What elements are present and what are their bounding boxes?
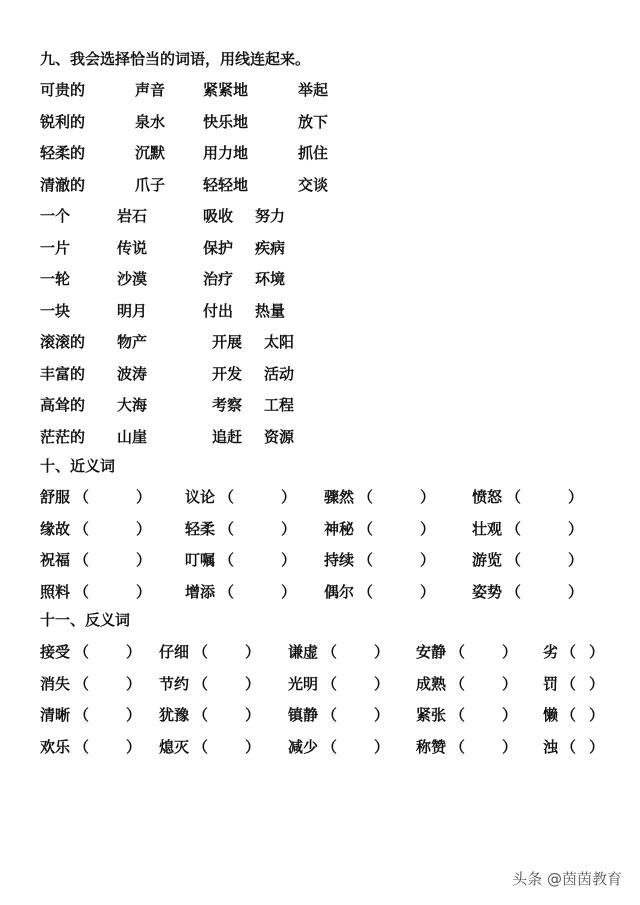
match-row	[0, 237, 640, 261]
paren-close: ）	[568, 551, 584, 569]
antonym-item	[416, 704, 518, 725]
match-word: 吸收	[203, 207, 234, 225]
paren-close: ）	[281, 519, 297, 538]
antonym-item	[416, 736, 518, 757]
synonym-item	[472, 549, 584, 570]
paren-open: （	[193, 706, 209, 724]
antonym-item	[543, 673, 605, 694]
match-word: 波涛	[117, 364, 148, 383]
paren-close: ）	[374, 737, 390, 756]
antonym-word: 浊	[543, 737, 559, 756]
antonym-item	[159, 704, 261, 725]
match-word: 丰富的	[40, 364, 86, 383]
paren-close: ）	[281, 488, 297, 506]
synonym-item	[40, 486, 152, 507]
synonym-word: 增添	[185, 582, 216, 601]
paren-close: ）	[374, 674, 390, 693]
match-word: 轻柔的	[40, 144, 86, 162]
match-row	[0, 331, 640, 355]
match-word: 资源	[264, 427, 295, 446]
match-word: 工程	[264, 396, 295, 414]
paren-close: ）	[136, 519, 152, 538]
section-9-title: 九、我会选择恰当的词语，用线连起来。	[40, 50, 311, 68]
paren-open: （	[74, 737, 90, 756]
antonym-row	[0, 641, 640, 665]
match-word: 沉默	[135, 144, 166, 162]
paren-open: （	[322, 737, 338, 756]
match-word: 付出	[203, 301, 234, 320]
match-word: 一个	[40, 207, 71, 225]
paren-open: （	[450, 643, 466, 661]
antonym-item	[543, 704, 605, 725]
paren-open: （	[561, 674, 577, 693]
paren-open: （	[450, 706, 466, 724]
paren-open: （	[506, 488, 522, 506]
antonym-word: 减少	[288, 737, 319, 756]
synonym-item	[185, 518, 297, 539]
match-word: 茫茫的	[40, 427, 86, 446]
paren-open: （	[322, 706, 338, 724]
synonym-item	[40, 581, 152, 602]
match-row	[0, 205, 640, 229]
paren-open: （	[219, 519, 235, 538]
paren-close: ）	[126, 674, 142, 693]
match-word: 传说	[117, 238, 148, 257]
antonym-row	[0, 704, 640, 728]
paren-open: （	[450, 737, 466, 756]
paren-close: ）	[568, 582, 584, 601]
synonym-word: 轻柔	[185, 519, 216, 538]
watermark: 头条 @茵茵教育	[512, 870, 622, 888]
paren-close: ）	[126, 737, 142, 756]
antonym-word: 欢乐	[40, 737, 71, 756]
synonym-item	[40, 549, 152, 570]
synonym-item	[40, 518, 152, 539]
match-word: 抓住	[298, 144, 329, 162]
match-word: 考察	[212, 396, 243, 414]
paren-close: ）	[568, 488, 584, 506]
synonym-item	[324, 518, 436, 539]
synonym-row	[0, 486, 640, 510]
match-row	[0, 79, 640, 103]
synonym-item	[324, 486, 436, 507]
paren-close: ）	[245, 643, 261, 661]
paren-close: ）	[589, 706, 605, 724]
match-row	[0, 426, 640, 450]
match-word: 放下	[298, 112, 329, 131]
match-word: 保护	[203, 238, 234, 257]
synonym-row	[0, 549, 640, 573]
paren-close: ）	[502, 674, 518, 693]
match-word: 滚滚的	[40, 333, 86, 351]
paren-open: （	[506, 551, 522, 569]
synonym-word: 姿势	[472, 582, 503, 601]
synonym-item	[472, 518, 584, 539]
paren-open: （	[561, 643, 577, 661]
paren-open: （	[219, 582, 235, 601]
paren-close: ）	[568, 519, 584, 538]
paren-close: ）	[420, 551, 436, 569]
antonym-item	[40, 641, 142, 662]
paren-open: （	[219, 488, 235, 506]
paren-close: ）	[281, 582, 297, 601]
match-word: 用力地	[203, 144, 249, 162]
synonym-word: 缘故	[40, 519, 71, 538]
match-word: 环境	[255, 270, 286, 288]
paren-close: ）	[502, 737, 518, 756]
synonym-word: 舒服	[40, 488, 71, 506]
paren-close: ）	[245, 737, 261, 756]
antonym-word: 劣	[543, 643, 559, 661]
paren-open: （	[450, 674, 466, 693]
antonym-item	[40, 673, 142, 694]
paren-open: （	[358, 551, 374, 569]
match-word: 追赶	[212, 427, 243, 446]
antonym-word: 罚	[543, 674, 559, 693]
antonym-word: 谦虚	[288, 643, 319, 661]
paren-close: ）	[502, 643, 518, 661]
antonym-item	[159, 673, 261, 694]
match-word: 岩石	[117, 207, 148, 225]
synonym-word: 壮观	[472, 519, 503, 538]
match-word: 交谈	[298, 175, 329, 194]
paren-open: （	[358, 519, 374, 538]
paren-open: （	[193, 674, 209, 693]
match-word: 高耸的	[40, 396, 86, 414]
paren-open: （	[561, 706, 577, 724]
match-word: 清澈的	[40, 175, 86, 194]
synonym-word: 偶尔	[324, 582, 355, 601]
synonym-word: 叮嘱	[185, 551, 216, 569]
paren-close: ）	[245, 674, 261, 693]
match-row	[0, 394, 640, 418]
synonym-word: 议论	[185, 488, 216, 506]
match-word: 太阳	[264, 333, 295, 351]
match-word: 努力	[255, 207, 286, 225]
antonym-word: 紧张	[416, 706, 447, 724]
paren-open: （	[74, 551, 90, 569]
match-word: 明月	[117, 301, 148, 320]
antonym-word: 犹豫	[159, 706, 190, 724]
antonym-row	[0, 673, 640, 697]
antonym-word: 熄灭	[159, 737, 190, 756]
paren-open: （	[193, 737, 209, 756]
synonym-item	[324, 549, 436, 570]
match-word: 热量	[255, 301, 286, 320]
match-row	[0, 363, 640, 387]
match-word: 快乐地	[203, 112, 249, 131]
paren-open: （	[358, 582, 374, 601]
antonym-item	[159, 736, 261, 757]
paren-open: （	[358, 488, 374, 506]
match-word: 举起	[298, 81, 329, 99]
paren-close: ）	[245, 706, 261, 724]
paren-open: （	[193, 643, 209, 661]
antonym-item	[159, 641, 261, 662]
antonym-item	[288, 641, 390, 662]
synonym-word: 照料	[40, 582, 71, 601]
paren-close: ）	[420, 582, 436, 601]
match-row	[0, 111, 640, 135]
paren-open: （	[322, 643, 338, 661]
match-word: 轻轻地	[203, 175, 249, 194]
antonym-row	[0, 736, 640, 760]
match-word: 紧紧地	[203, 81, 249, 99]
match-word: 声音	[135, 81, 166, 99]
synonym-word: 神秘	[324, 519, 355, 538]
antonym-item	[416, 641, 518, 662]
synonym-word: 骤然	[324, 488, 355, 506]
synonym-item	[185, 486, 297, 507]
paren-open: （	[74, 674, 90, 693]
paren-close: ）	[589, 643, 605, 661]
match-word: 活动	[264, 364, 295, 383]
paren-close: ）	[589, 737, 605, 756]
synonym-row	[0, 518, 640, 542]
antonym-word: 镇静	[288, 706, 319, 724]
antonym-word: 消失	[40, 674, 71, 693]
synonym-item	[472, 581, 584, 602]
match-word: 锐利的	[40, 112, 86, 131]
paren-close: ）	[502, 706, 518, 724]
antonym-item	[40, 736, 142, 757]
match-word: 一轮	[40, 270, 71, 288]
match-word: 疾病	[255, 238, 286, 257]
antonym-word: 成熟	[416, 674, 447, 693]
paren-open: （	[506, 519, 522, 538]
match-row	[0, 174, 640, 198]
paren-open: （	[74, 488, 90, 506]
match-word: 可贵的	[40, 81, 86, 99]
paren-close: ）	[589, 674, 605, 693]
paren-close: ）	[136, 551, 152, 569]
match-word: 一片	[40, 238, 71, 257]
section-10-title: 十、近义词	[40, 457, 116, 475]
antonym-item	[416, 673, 518, 694]
match-word: 泉水	[135, 112, 166, 131]
antonym-item	[288, 736, 390, 757]
match-row	[0, 142, 640, 166]
synonym-item	[185, 581, 297, 602]
match-word: 开发	[212, 364, 243, 383]
antonym-word: 清晰	[40, 706, 71, 724]
paren-open: （	[74, 643, 90, 661]
synonym-item	[185, 549, 297, 570]
paren-close: ）	[374, 706, 390, 724]
paren-open: （	[219, 551, 235, 569]
paren-close: ）	[136, 488, 152, 506]
paren-close: ）	[281, 551, 297, 569]
paren-close: ）	[126, 643, 142, 661]
synonym-row	[0, 581, 640, 605]
antonym-word: 仔细	[159, 643, 190, 661]
paren-close: ）	[126, 706, 142, 724]
paren-open: （	[74, 519, 90, 538]
paren-open: （	[506, 582, 522, 601]
section-11-title: 十一、反义词	[40, 611, 131, 629]
match-word: 开展	[212, 333, 243, 351]
synonym-item	[324, 581, 436, 602]
antonym-word: 称赞	[416, 737, 447, 756]
paren-open: （	[322, 674, 338, 693]
antonym-word: 安静	[416, 643, 447, 661]
match-word: 物产	[117, 333, 148, 351]
match-word: 沙漠	[117, 270, 148, 288]
antonym-item	[288, 673, 390, 694]
paren-close: ）	[420, 488, 436, 506]
synonym-item	[472, 486, 584, 507]
paren-close: ）	[374, 643, 390, 661]
antonym-word: 节约	[159, 674, 190, 693]
antonym-item	[40, 704, 142, 725]
match-word: 治疗	[203, 270, 234, 288]
paren-close: ）	[136, 582, 152, 601]
synonym-word: 愤怒	[472, 488, 503, 506]
match-word: 大海	[117, 396, 148, 414]
match-word: 爪子	[135, 175, 166, 194]
synonym-word: 祝福	[40, 551, 71, 569]
antonym-item	[288, 704, 390, 725]
match-row	[0, 268, 640, 292]
antonym-item	[543, 736, 605, 757]
antonym-item	[543, 641, 605, 662]
synonym-word: 持续	[324, 551, 355, 569]
synonym-word: 游览	[472, 551, 503, 569]
antonym-word: 光明	[288, 674, 319, 693]
paren-open: （	[561, 737, 577, 756]
antonym-word: 懒	[543, 706, 559, 724]
paren-open: （	[74, 706, 90, 724]
match-word: 山崖	[117, 427, 148, 446]
match-word: 一块	[40, 301, 71, 320]
paren-open: （	[74, 582, 90, 601]
antonym-word: 接受	[40, 643, 71, 661]
match-row	[0, 300, 640, 324]
paren-close: ）	[420, 519, 436, 538]
